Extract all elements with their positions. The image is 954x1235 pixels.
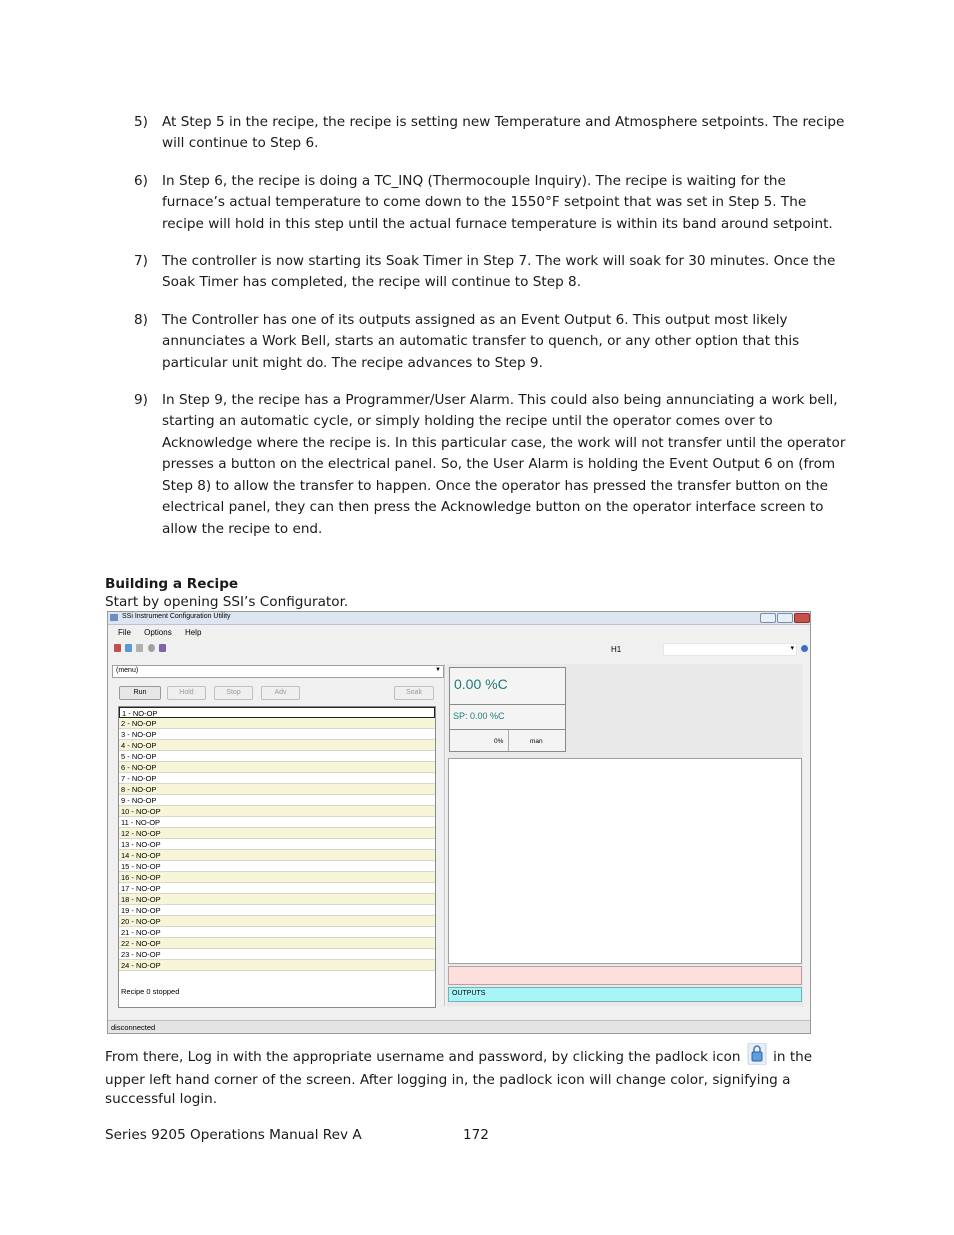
output-separator (508, 730, 509, 751)
connection-status: disconnected (111, 1023, 156, 1032)
app-icon (110, 614, 118, 621)
recipe-step-row[interactable]: 6 - NO-OP (119, 762, 435, 773)
recipe-step-list (118, 706, 436, 1008)
recipe-step-row[interactable]: 24 - NO-OP (119, 960, 435, 971)
recipe-dropdown[interactable] (112, 665, 444, 678)
hold-button[interactable]: Hold (167, 686, 206, 700)
recipe-step-row[interactable]: 7 - NO-OP (119, 773, 435, 784)
recipe-step-row[interactable]: 2 - NO-OP (119, 718, 435, 729)
chevron-down-icon: ▾ (790, 645, 794, 652)
recipe-step-row[interactable]: 20 - NO-OP (119, 916, 435, 927)
recipe-step-row[interactable]: 15 - NO-OP (119, 861, 435, 872)
recipe-step-row[interactable]: 17 - NO-OP (119, 883, 435, 894)
menu-help[interactable]: Help (184, 628, 202, 637)
recipe-step-row[interactable]: 21 - NO-OP (119, 927, 435, 938)
run-button[interactable]: Run (119, 686, 161, 700)
manual-title-footer: Series 9205 Operations Manual Rev A (105, 1127, 362, 1143)
outputs-bar (448, 987, 802, 1002)
notepad-icon[interactable] (159, 644, 166, 652)
step-explanation-6: 6) In Step 6, the recipe is doing a TC_INQ (Thermocouple Inquiry). The recipe is waiting for the furnace’s actual temperature to come down to the 1550°F setpoint that was set in Step 5. The recipe will hold in this step until the actual furnace temperature is within its band around setpoint. (134, 172, 833, 232)
panel-divider (444, 664, 445, 1006)
recipe-step-row[interactable]: 1 - NO-OP (119, 707, 435, 718)
outputs-label: OUTPUTS (452, 990, 486, 997)
step-explanation-9: 9) In Step 9, the recipe has a Programmer/User Alarm. This could also being annunciating a work bell, starting an automatic cycle, or simply holding the recipe until the operator comes over to Acknowledge where the recipe is. In this particular case, the work will not transfer until the operator presses a button on the electrical panel. So, the User Alarm is holding the Event Output 6 on (from Step 8) to allow the transfer to happen. Once the operator has pressed the transfer button on the electrical panel, they can then press the Acknowledge button on the operator interface screen to allow the recipe to end. (134, 392, 846, 537)
adv-button[interactable]: Adv (261, 686, 300, 700)
recipe-step-row[interactable]: 11 - NO-OP (119, 817, 435, 828)
minimize-button[interactable] (760, 613, 776, 623)
recipe-step-row[interactable]: 13 - NO-OP (119, 839, 435, 850)
window-titlebar (108, 612, 810, 625)
gear-icon[interactable] (148, 644, 155, 652)
home-icon[interactable] (114, 644, 121, 652)
recipe-step-row[interactable]: 8 - NO-OP (119, 784, 435, 795)
process-value-box (449, 667, 566, 705)
recipe-step-row[interactable]: 23 - NO-OP (119, 949, 435, 960)
login-text-part1: From there, Log in with the appropriate username and password, by clicking the padlock icon (105, 1049, 741, 1065)
step-explanation-8: 8) The Controller has one of its outputs assigned as an Event Output 6. This output most likely annunciates a Work Bell, starts an automatic transfer to quench, or any other option that this particular unit might do. The recipe advances to Step 9. (134, 311, 800, 371)
bulb-icon[interactable] (136, 644, 143, 652)
recipe-step-row[interactable]: 14 - NO-OP (119, 850, 435, 861)
recipe-step-explanations (134, 112, 846, 540)
process-panel (447, 664, 803, 1006)
page-number: 172 (463, 1127, 489, 1143)
recipe-step-row[interactable]: 16 - NO-OP (119, 872, 435, 883)
process-value: 0.00 %C (454, 676, 508, 692)
toolbar (114, 643, 168, 652)
trend-chart-area (448, 758, 802, 964)
section-heading: Building a Recipe (105, 576, 239, 592)
stop-button[interactable]: Stop (214, 686, 253, 700)
recipe-step-row[interactable]: 19 - NO-OP (119, 905, 435, 916)
status-bar (108, 1020, 810, 1034)
recipe-dropdown-value: (menu) (116, 667, 139, 674)
close-button[interactable] (794, 613, 810, 623)
instrument-dropdown[interactable] (663, 643, 797, 656)
padlock-icon[interactable] (125, 644, 132, 652)
section-intro: Start by opening SSI’s Configurator. (105, 594, 349, 610)
instrument-label: H1 (611, 645, 622, 654)
configurator-screenshot (107, 611, 811, 1034)
step-explanation-5: 5) At Step 5 in the recipe, the recipe is setting new Temperature and Atmosphere setpoints. The recipe will continue to Step 6. (134, 114, 845, 152)
login-text-part2: in the upper left hand corner of the screen. After logging in, the padlock icon will change color, signifying a successful login. (105, 1049, 813, 1108)
chevron-down-icon: ▼ (435, 667, 441, 673)
menu-options[interactable]: Options (144, 628, 172, 637)
recipe-step-row[interactable]: 12 - NO-OP (119, 828, 435, 839)
recipe-step-row[interactable]: 3 - NO-OP (119, 729, 435, 740)
recipe-step-row[interactable]: 5 - NO-OP (119, 751, 435, 762)
output-percent: 0% (494, 738, 504, 745)
setpoint-box[interactable] (449, 704, 566, 730)
recipe-step-row[interactable]: 18 - NO-OP (119, 894, 435, 905)
recipe-step-row[interactable]: 4 - NO-OP (119, 740, 435, 751)
help-icon[interactable] (801, 645, 808, 652)
recipe-step-row[interactable]: 22 - NO-OP (119, 938, 435, 949)
recipe-status: Recipe 0 stopped (121, 987, 180, 996)
maximize-button[interactable] (777, 613, 793, 623)
alarm-bar (448, 966, 802, 985)
soak-button[interactable]: Soak (394, 686, 434, 700)
output-box (449, 729, 566, 752)
window-title: SSi Instrument Configuration Utility (122, 613, 231, 620)
menu-bar (118, 628, 212, 637)
step-explanation-7: 7) The controller is now starting its Soak Timer in Step 7. The work will soak for 30 minutes. Once the Soak Timer has completed, the recipe will continue to Step 8. (134, 253, 836, 291)
padlock-icon (747, 1043, 767, 1071)
recipe-step-row[interactable]: 9 - NO-OP (119, 795, 435, 806)
login-instructions (105, 1043, 835, 1110)
mode-label[interactable]: man (530, 738, 543, 745)
menu-file[interactable]: File (118, 628, 131, 637)
recipe-step-row[interactable]: 10 - NO-OP (119, 806, 435, 817)
setpoint-value: SP: 0.00 %C (453, 711, 505, 721)
